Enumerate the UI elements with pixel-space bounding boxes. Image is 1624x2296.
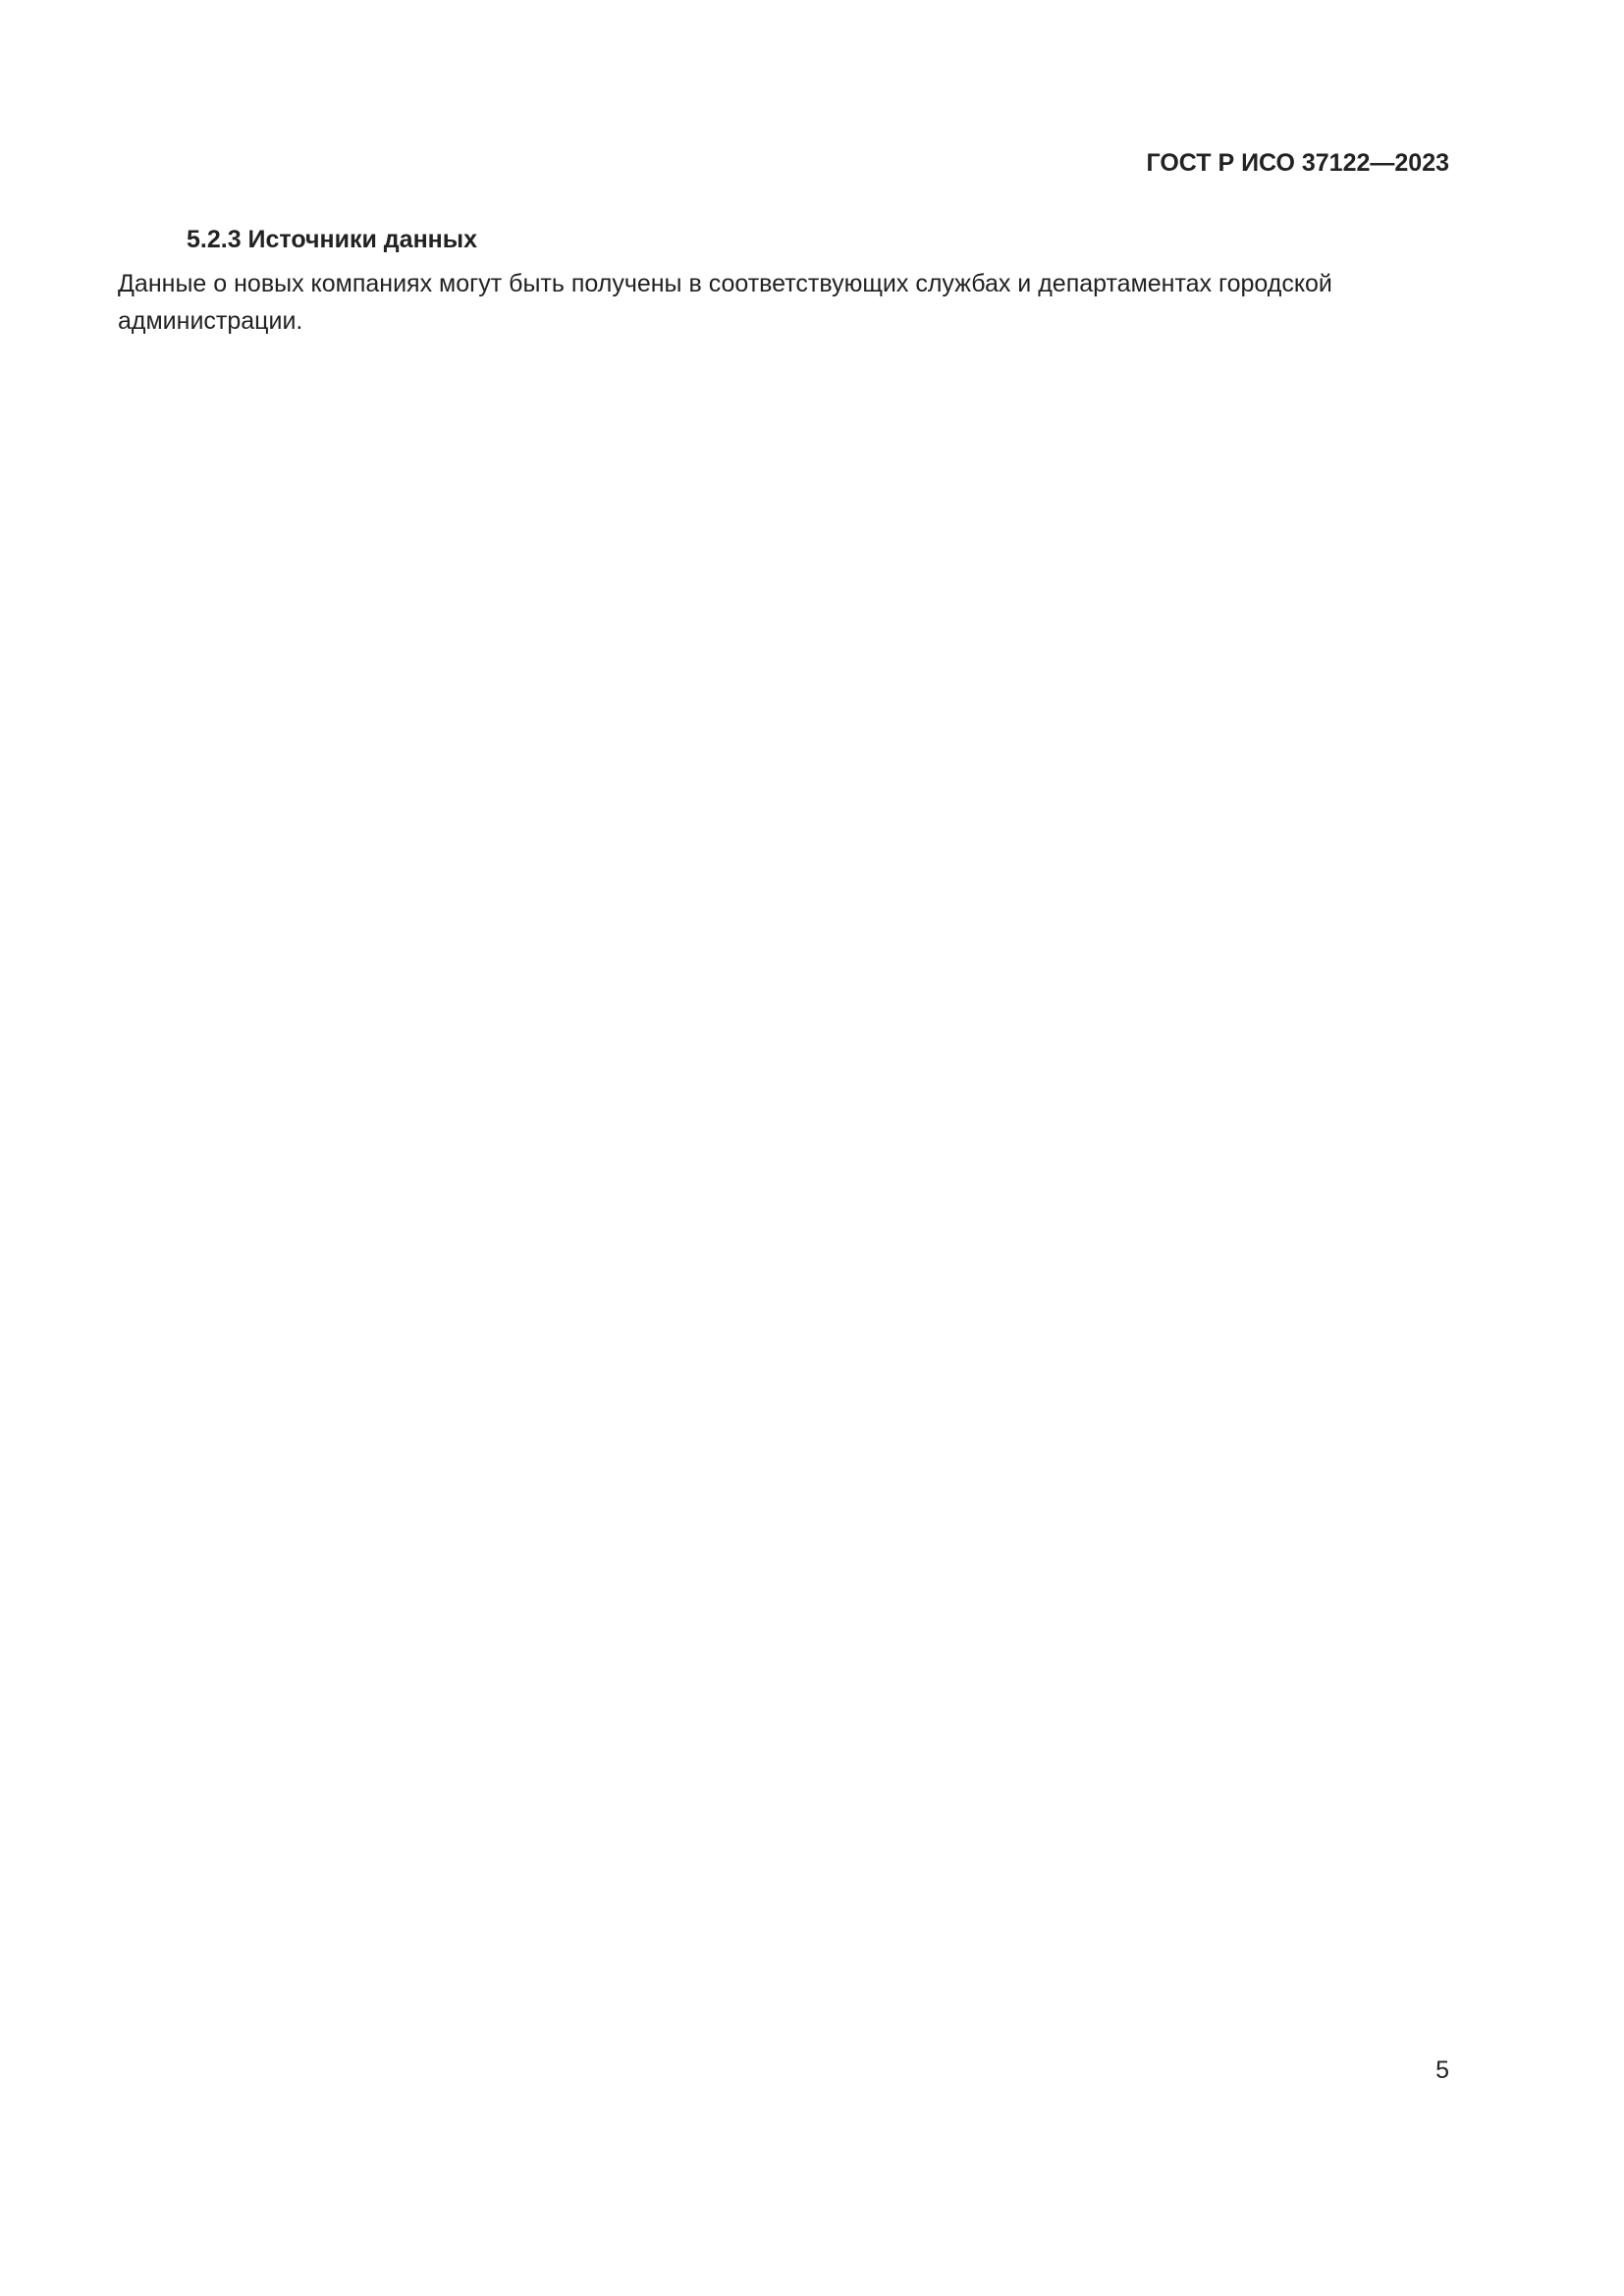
page-header: ГОСТ Р ИСО 37122—2023 (1146, 149, 1449, 177)
intro-paragraph: Данные о новых компаниях могут быть получены в соответствующих службах и департаментах городской администрации. (118, 270, 1332, 335)
section-title: 5.2.3 Источники данных (187, 226, 478, 253)
page-number: 5 (1435, 2056, 1449, 2084)
